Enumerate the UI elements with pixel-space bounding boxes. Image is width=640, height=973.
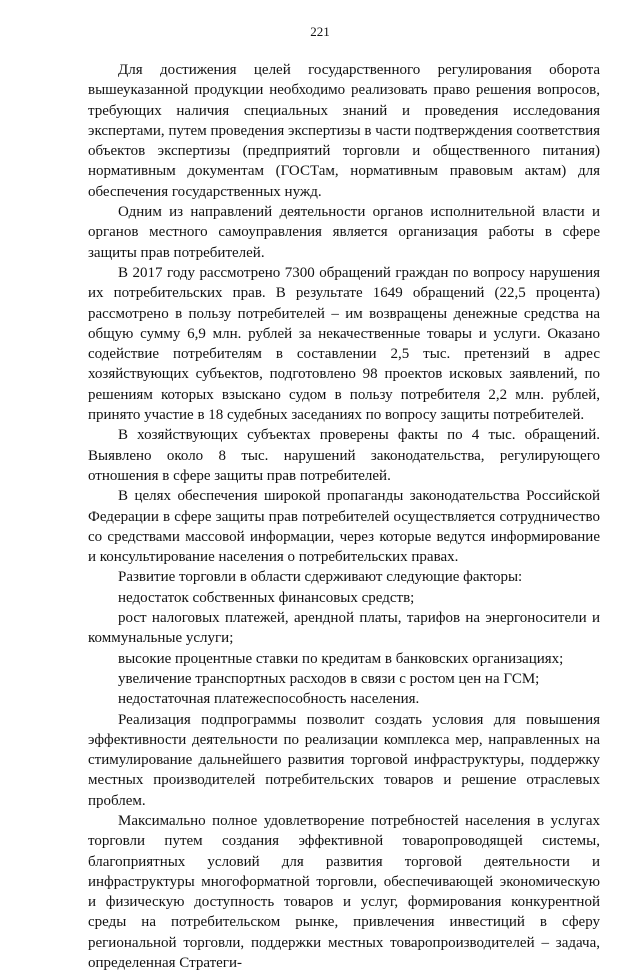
- paragraph-media-cooperation: В целях обеспечения широкой пропаганды законодательства Российской Федерации в сфере защиты прав потребителей осуществляется сотрудничество со средствами массовой информации, через которые ведутся информирование и консультирование населения о потребительских правах.: [88, 488, 600, 566]
- paragraph-trade-goal: Максимально полное удовлетворение потребностей населения в услугах торговли путем создания эффективной товаропроводящей системы, благоприятных условий для развития торговой деятельности и инфраструктуры многоформатной торговли, обеспечивающей экономическую и физическую доступность товаров и услуг, формирования конкурентной среды на потребительском рынке, привлечения инвестиций в сферу региональной торговли, поддержки местных товаропроизводителей – задача, определенная Стратеги-: [88, 812, 600, 972]
- document-body: [88, 60, 600, 973]
- paragraph-expertise: Для достижения целей государственного регулирования оборота вышеуказанной продукции необходимо реализовать право решения вопросов, требующих наличия специальных знаний и проведения исследования экспертами, путем проведения экспертизы в части подтверждения соответствия объектов экспертизы (предприятий торговли и общественного питания) нормативным документам (ГОСТам, нормативным правовым актам) для обеспечения государственных нужд.: [88, 62, 600, 200]
- paragraph-consumer-rights-direction: Одним из направлений деятельности органов исполнительной власти и органов местного самоуправления является организация работы в сфере защиты прав потребителей.: [88, 204, 600, 261]
- paragraph-2017-appeals: В 2017 году рассмотрено 7300 обращений граждан по вопросу нарушения их потребительских прав. В результате 1649 обращений (22,5 процента) рассмотрено в пользу потребителей – им возвращены денежные средства на общую сумму 6,9 млн. рублей за некачественные товары и услуги. Оказано содействие потребителям в составлении 2,5 тыс. претензий в адрес хозяйствующих субъектов, подготовлено 98 проектов исковых заявлений, по решениям которых взыскано судом в пользу потребителя 2,2 млн. рублей, принято участие в 18 судебных заседаниях по вопросу защиты потребителей.: [88, 264, 600, 424]
- page-number: 221: [310, 24, 330, 39]
- list-item-factor: недостаточная платежеспособность населения.: [118, 691, 420, 708]
- paragraph-subprogram: Реализация подпрограммы позволит создать условия для повышения эффективности деятельности по реализации комплекса мер, направленных на стимулирование дальнейшего развития торговой инфраструктуры, поддержку местных производителей потребительских товаров и решение отраслевых проблем.: [88, 711, 600, 809]
- paragraph-checks: В хозяйствующих субъектах проверены факты по 4 тыс. обращений. Выявлено около 8 тыс. нарушений законодательства, регулирующего отношения в сфере защиты прав потребителей.: [88, 427, 600, 484]
- paragraph-factors-intro: Развитие торговли в области сдерживают следующие факторы:: [118, 569, 523, 586]
- list-item-factor: высокие процентные ставки по кредитам в банковских организациях;: [118, 650, 564, 667]
- list-item-factor: недостаток собственных финансовых средств;: [118, 589, 415, 606]
- list-item-factor: увеличение транспортных расходов в связи с ростом цен на ГСМ;: [118, 670, 540, 687]
- list-item-factor: рост налоговых платежей, арендной платы, тарифов на энергоносители и коммунальные услуги;: [88, 610, 600, 647]
